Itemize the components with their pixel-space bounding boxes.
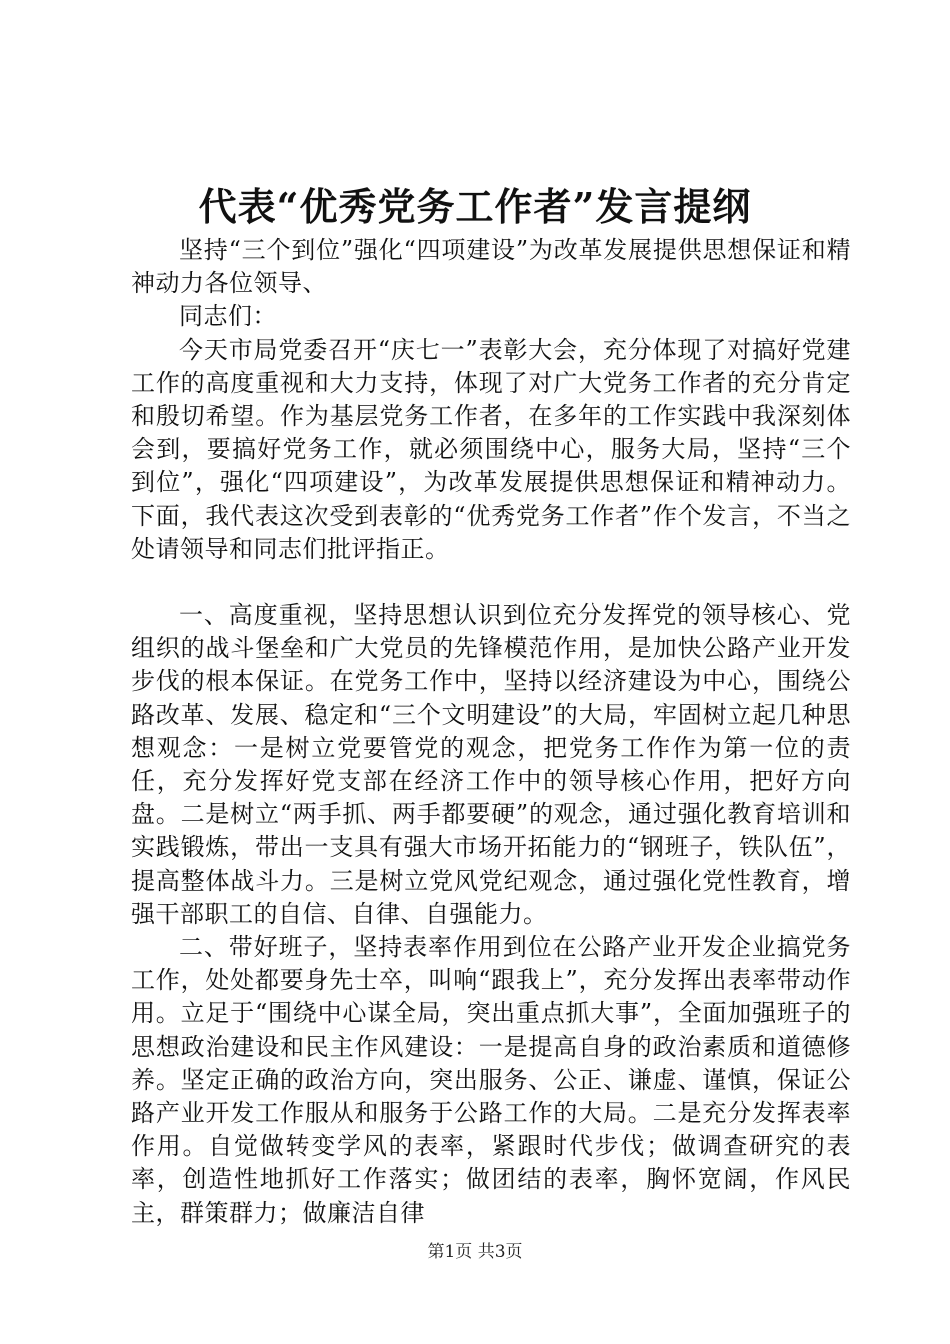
paragraph-intro: 今天市局党委召开“庆七一”表彰大会，充分体现了对搞好党建工作的高度重视和大力支持，体现了对广大党务工作者的充分肯定和殷切希望。作为基层党务工作者，在多年的工作实践中我深刻体会到，要搞好党务工作，就必须围绕中心，服务大局，坚持“三个到位”，强化“四项建设”，为改革发展提供思想保证和精神动力。下面，我代表这次受到表彰的“优秀党务工作者”作个发言，不当之处请领导和同志们批评指正。 xyxy=(131,335,851,563)
document-body xyxy=(131,234,851,1230)
paragraph-spacer xyxy=(131,566,851,599)
paragraph-section-one: 一、高度重视，坚持思想认识到位充分发挥党的领导核心、党组织的战斗堡垒和广大党员的先锋模范作用，是加快公路产业开发步伐的根本保证。在党务工作中，坚持以经济建设为中心，围绕公路改革、发展、稳定和“三个文明建设”的大局，牢固树立起几种思想观念：一是树立党要管党的观念，把党务工作作为第一位的责任，充分发挥好党支部在经济工作中的领导核心作用，把好方向盘。二是树立“两手抓、两手都要硬”的观念，通过强化教育培训和实践锻炼，带出一支具有强大市场开拓能力的“钢班子，铁队伍”，提高整体战斗力。三是树立党风党纪观念，通过强化党性教育，增强干部职工的自信、自律、自强能力。 xyxy=(131,601,851,928)
document-title: 代表“优秀党务工作者”发言提纲 xyxy=(198,184,752,229)
page-footer: 第1页 共3页 xyxy=(427,1242,523,1262)
paragraph-heading-line: 坚持“三个到位”强化“四项建设”为改革发展提供思想保证和精神动力各位领导、 xyxy=(131,236,851,298)
paragraph-section-two: 二、带好班子，坚持表率作用到位在公路产业开发企业搞党务工作，处处都要身先士卒，叫响“跟我上”，充分发挥出表率带动作用。立足于“围绕中心谋全局，突出重点抓大事”，全面加强班子的思想政治建设和民主作风建设：一是提高自身的政治素质和道德修养。坚定正确的政治方向，突出服务、公正、谦虚、谨慎，保证公路产业开发工作服从和服务于公路工作的大局。二是充分发挥表率作用。自觉做转变学风的表率，紧跟时代步伐；做调查研究的表率，创造性地抓好工作落实；做团结的表率，胸怀宽阔，作风民主，群策群力；做廉洁自律 xyxy=(131,933,851,1227)
paragraph-salutation: 同志们： xyxy=(179,302,277,331)
